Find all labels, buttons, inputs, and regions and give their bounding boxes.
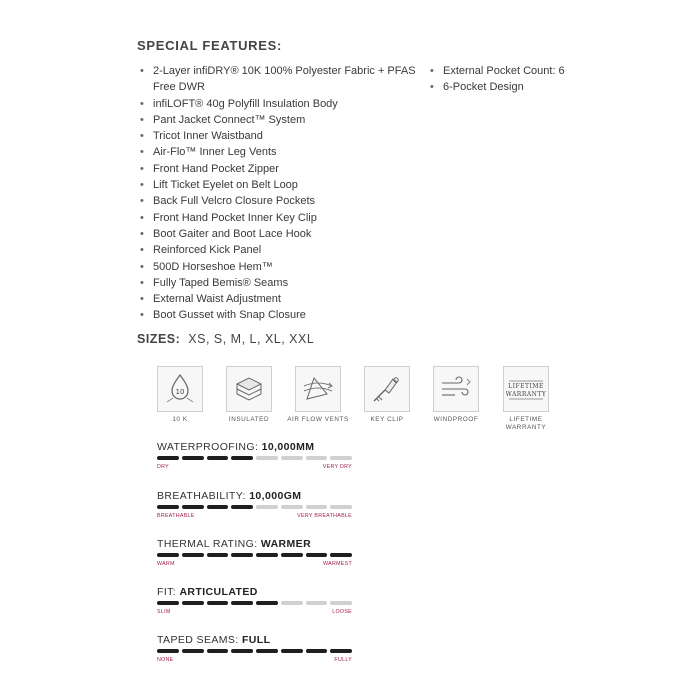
- rating-segment-empty: [330, 505, 352, 509]
- rating-waterproofing: [157, 441, 352, 470]
- feature-item: • Front Hand Pocket Inner Key Clip: [140, 210, 420, 226]
- key-clip-icon: [364, 366, 410, 412]
- rating-fit: [157, 586, 352, 615]
- rating-bar: [157, 649, 352, 653]
- icon-tile-10k: [157, 366, 203, 423]
- rating-segment-filled: [157, 649, 179, 653]
- rating-value: 10,000MM: [261, 441, 315, 453]
- feature-item: • Boot Gusset with Snap Closure: [140, 307, 420, 323]
- rating-segment-filled: [207, 505, 229, 509]
- insulated-layers-icon: [226, 366, 272, 412]
- rating-segment-filled: [157, 553, 179, 557]
- rating-label: THERMAL RATING:: [157, 538, 258, 550]
- feature-item: • Lift Ticket Eyelet on Belt Loop: [140, 177, 420, 193]
- rating-title: [157, 586, 352, 598]
- feature-item: • Reinforced Kick Panel: [140, 242, 420, 258]
- rating-segment-empty: [330, 601, 352, 605]
- waterproof-10k-icon: [157, 366, 203, 412]
- icon-tile-key-clip: [364, 366, 410, 423]
- rating-segment-filled: [231, 601, 253, 605]
- rating-segment-filled: [182, 649, 204, 653]
- rating-segment-empty: [256, 456, 278, 460]
- icon-tile-air-flow: [287, 366, 349, 423]
- rating-segment-filled: [231, 649, 253, 653]
- rating-min-label: BREATHABLE: [157, 512, 195, 519]
- rating-segment-filled: [157, 601, 179, 605]
- rating-thermal: [157, 538, 352, 567]
- rating-bar: [157, 553, 352, 557]
- rating-segment-filled: [306, 553, 328, 557]
- rating-segment-filled: [207, 553, 229, 557]
- feature-item: • Fully Taped Bemis® Seams: [140, 275, 420, 291]
- icon-tile-insulated: [226, 366, 272, 423]
- warranty-glyph-line: LIFETIME: [508, 383, 544, 390]
- feature-item: • Back Full Velcro Closure Pockets: [140, 193, 420, 209]
- rating-max-label: WARMEST: [323, 560, 352, 567]
- feature-item: • 2-Layer infiDRY® 10K 100% Polyester Fabric + PFAS Free DWR: [140, 63, 420, 96]
- rating-segment-empty: [306, 456, 328, 460]
- icon-caption: KEY CLIP: [370, 416, 404, 423]
- sizes-label: SIZES:: [137, 332, 181, 346]
- rating-segment-empty: [306, 505, 328, 509]
- rating-segment-filled: [207, 649, 229, 653]
- icon-caption: INSULATED: [228, 416, 270, 423]
- sizes-value: XS, S, M, L, XL, XXL: [188, 332, 315, 346]
- windproof-icon: [433, 366, 479, 412]
- air-flow-vents-icon-graphic: [301, 372, 335, 406]
- rating-min-label: SLIM: [157, 608, 171, 615]
- features-list-right: [430, 63, 630, 96]
- rating-segment-filled: [231, 505, 253, 509]
- features-heading: SPECIAL FEATURES:: [137, 38, 283, 53]
- rating-title: [157, 538, 352, 550]
- rating-max-label: VERY DRY: [322, 463, 352, 470]
- rating-segment-empty: [256, 505, 278, 509]
- key-clip-icon-graphic: [370, 372, 404, 406]
- rating-label: WATERPROOFING:: [157, 441, 259, 453]
- icon-tile-windproof: [433, 366, 479, 423]
- icon-caption: LIFETIME WARRANTY: [505, 416, 547, 431]
- rating-segment-filled: [182, 456, 204, 460]
- rating-segment-empty: [281, 456, 303, 460]
- rating-segment-filled: [256, 649, 278, 653]
- rating-bar: [157, 456, 352, 460]
- rating-segment-filled: [157, 456, 179, 460]
- feature-item: • Tricot Inner Waistband: [140, 128, 420, 144]
- rating-segment-filled: [330, 553, 352, 557]
- rating-label: TAPED SEAMS:: [157, 634, 239, 646]
- feature-item: • External Pocket Count: 6: [430, 63, 630, 79]
- waterproof-10k-glyph: 10: [175, 388, 185, 396]
- features-list-left: [140, 63, 420, 324]
- rating-bar: [157, 601, 352, 605]
- rating-min-label: WARM: [157, 560, 175, 567]
- icon-tile-warranty: [503, 366, 549, 431]
- lifetime-warranty-icon-graphic: [506, 372, 546, 406]
- waterproof-10k-icon-graphic: [163, 372, 197, 406]
- rating-segment-filled: [157, 505, 179, 509]
- rating-segment-empty: [281, 505, 303, 509]
- feature-item: • Pant Jacket Connect™ System: [140, 112, 420, 128]
- rating-segment-filled: [256, 601, 278, 605]
- feature-item: • Front Hand Pocket Zipper: [140, 161, 420, 177]
- rating-segment-filled: [231, 553, 253, 557]
- rating-segment-filled: [207, 456, 229, 460]
- icon-caption: 10 K: [172, 416, 188, 423]
- air-flow-vents-icon: [295, 366, 341, 412]
- rating-segment-filled: [231, 456, 253, 460]
- rating-value: 10,000GM: [249, 490, 302, 502]
- rating-label: BREATHABILITY:: [157, 490, 246, 502]
- feature-item: • External Waist Adjustment: [140, 291, 420, 307]
- icon-caption: WINDPROOF: [433, 416, 479, 423]
- rating-segment-filled: [207, 601, 229, 605]
- rating-segment-empty: [306, 601, 328, 605]
- feature-item: • Air-Flo™ Inner Leg Vents: [140, 144, 420, 160]
- rating-title: [157, 634, 352, 646]
- icon-caption: AIR FLOW VENTS: [287, 416, 349, 423]
- rating-value: ARTICULATED: [179, 586, 258, 598]
- feature-item: • 6-Pocket Design: [430, 79, 630, 95]
- windproof-icon-graphic: [439, 372, 473, 406]
- rating-segment-filled: [281, 553, 303, 557]
- rating-title: [157, 490, 352, 502]
- rating-segment-filled: [306, 649, 328, 653]
- feature-item: • infiLOFT® 40g Polyfill Insulation Body: [140, 96, 420, 112]
- rating-segment-filled: [182, 553, 204, 557]
- rating-label: FIT:: [157, 586, 177, 598]
- warranty-glyph-line: WARRANTY: [506, 391, 546, 398]
- rating-bar: [157, 505, 352, 509]
- rating-breathability: [157, 490, 352, 519]
- rating-value: FULL: [241, 634, 271, 646]
- rating-max-label: LOOSE: [332, 608, 352, 615]
- rating-min-label: DRY: [157, 463, 169, 470]
- rating-max-label: VERY BREATHABLE: [297, 512, 352, 519]
- rating-max-label: FULLY: [334, 656, 352, 663]
- rating-segment-filled: [281, 649, 303, 653]
- feature-item: • 500D Horseshoe Hem™: [140, 259, 420, 275]
- rating-segment-empty: [330, 456, 352, 460]
- rating-title: [157, 441, 352, 453]
- rating-taped-seams: [157, 634, 352, 663]
- rating-segment-empty: [281, 601, 303, 605]
- rating-segment-filled: [182, 601, 204, 605]
- rating-value: WARMER: [260, 538, 312, 550]
- lifetime-warranty-icon: [503, 366, 549, 412]
- rating-segment-filled: [330, 649, 352, 653]
- rating-segment-filled: [256, 553, 278, 557]
- insulated-layers-icon-graphic: [232, 372, 266, 406]
- rating-min-label: NONE: [157, 656, 174, 663]
- rating-segment-filled: [182, 505, 204, 509]
- feature-item: • Boot Gaiter and Boot Lace Hook: [140, 226, 420, 242]
- sizes-line: [137, 332, 314, 346]
